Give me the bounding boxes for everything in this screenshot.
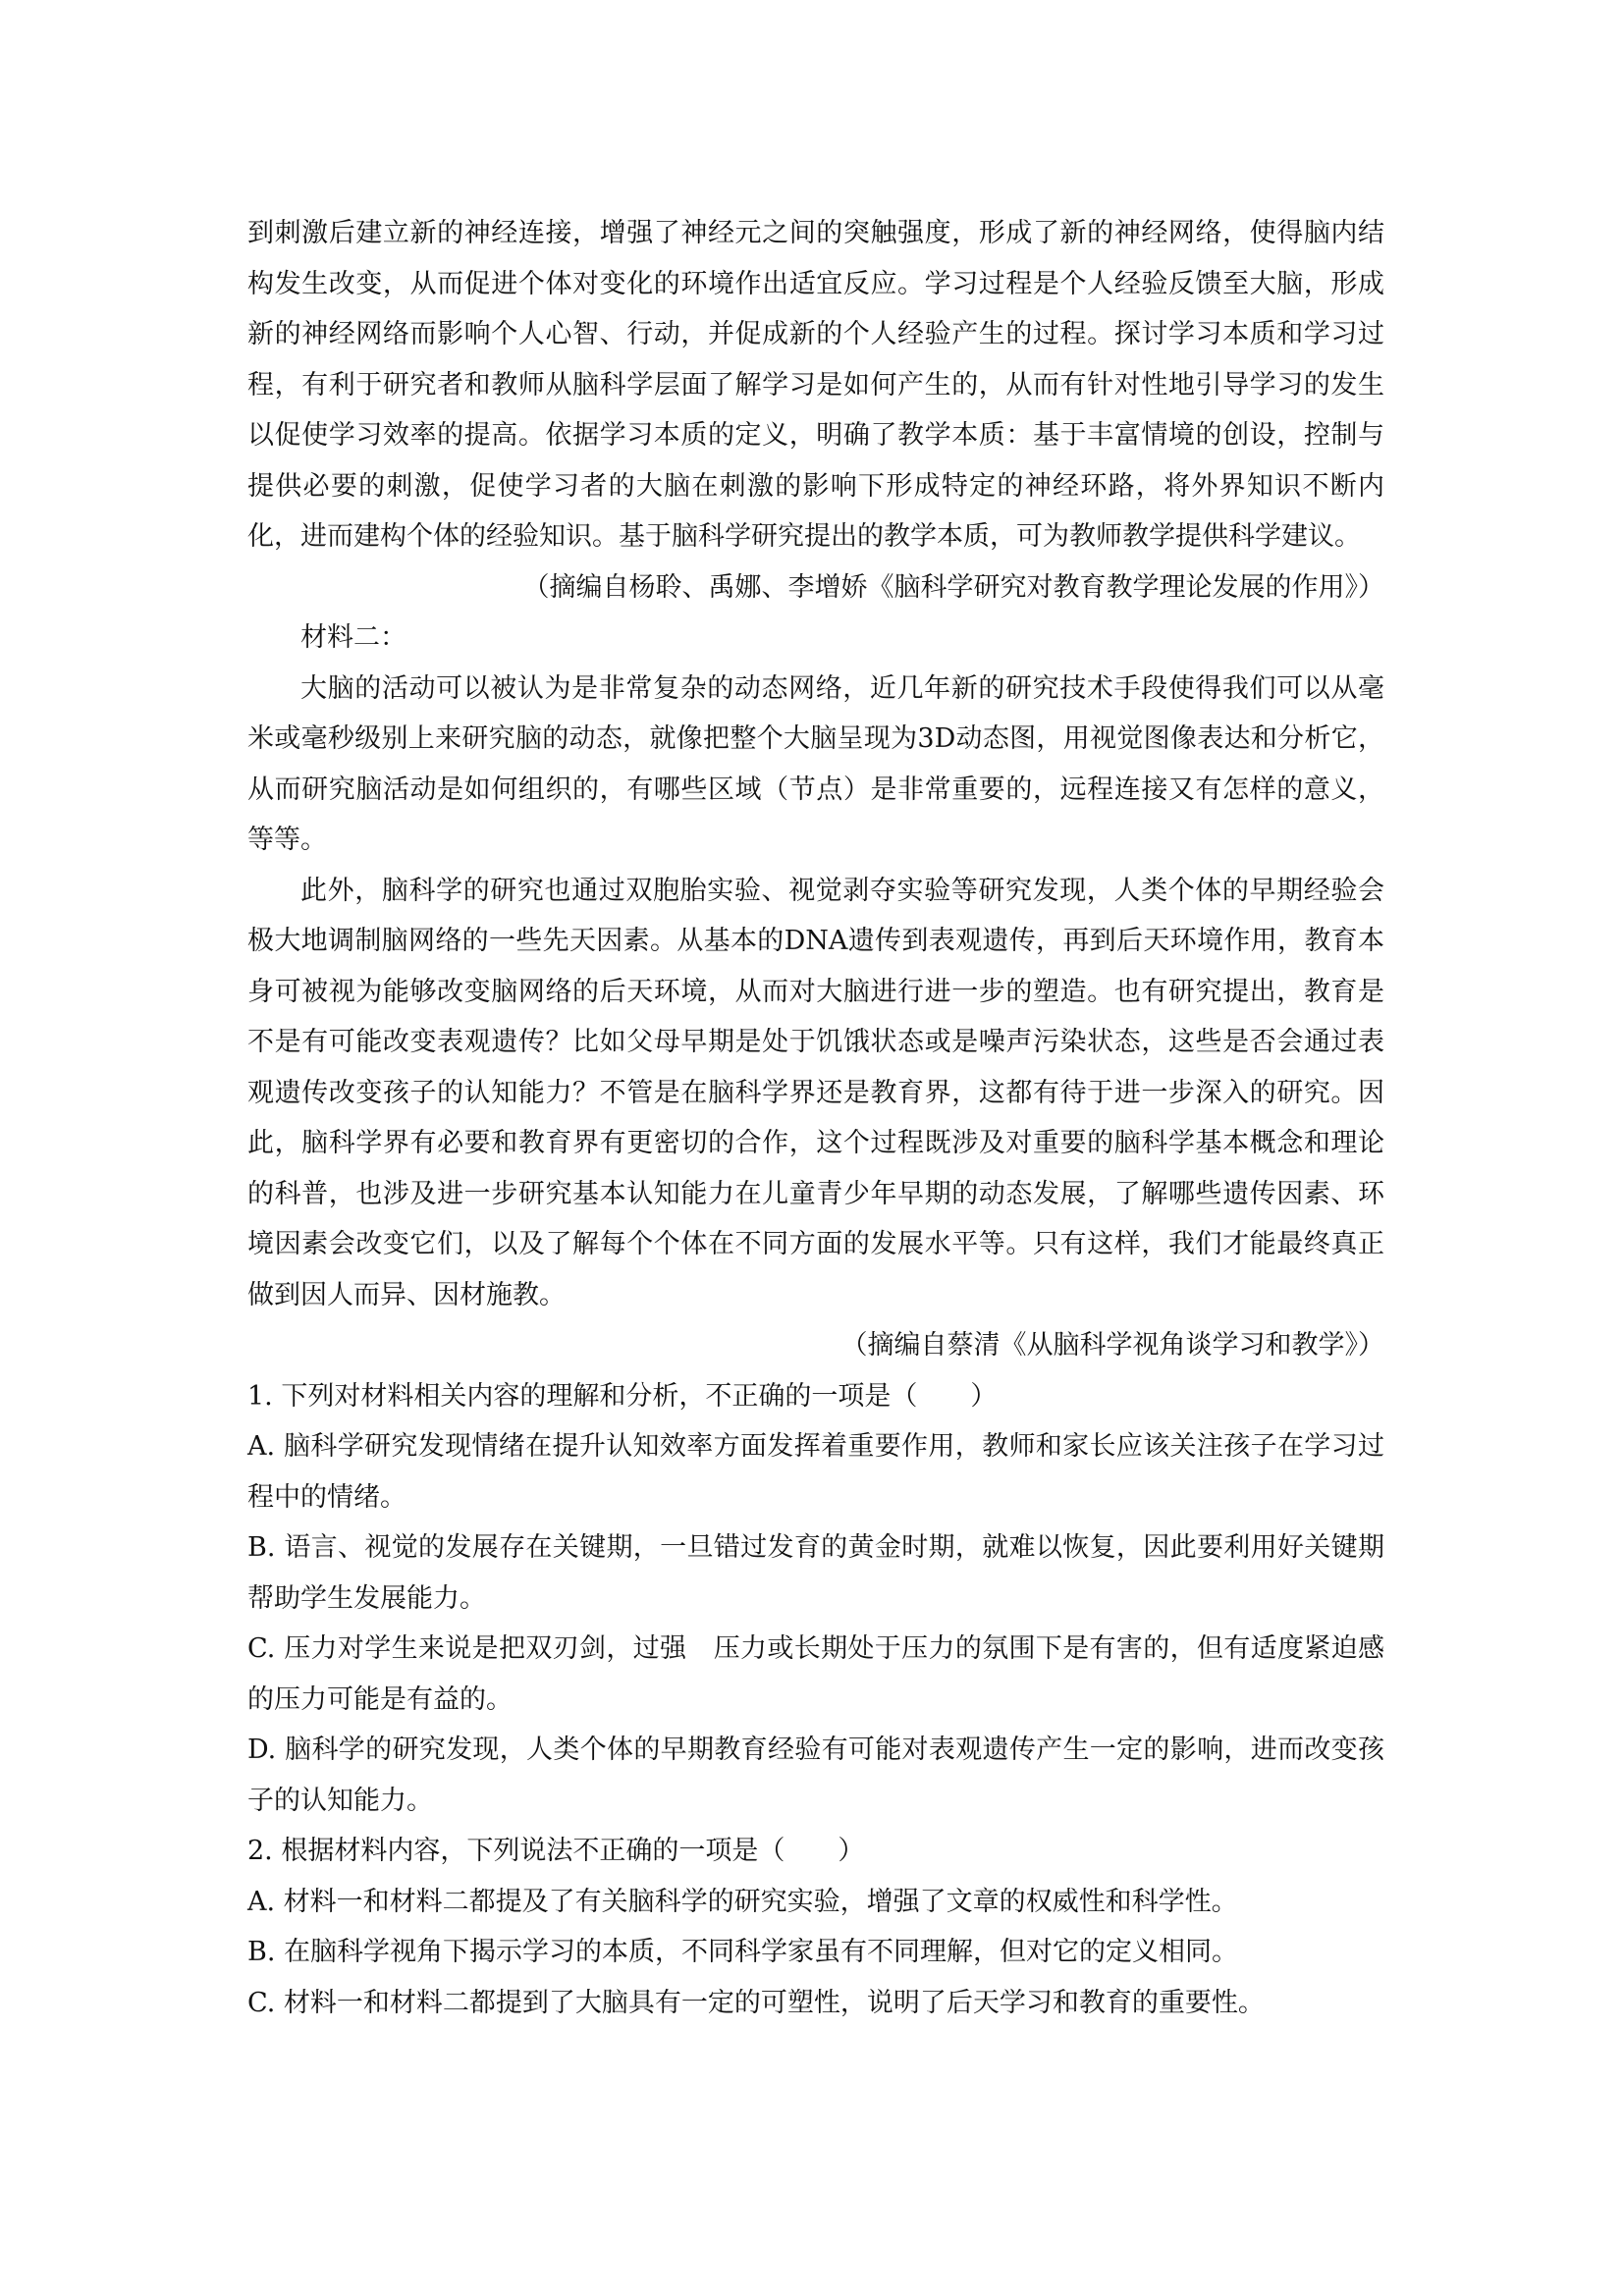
question-1-stem: 1. 下列对材料相关内容的理解和分析，不正确的一项是（ ） — [247, 1380, 998, 1412]
source-citation-2: （摘编自蔡清《从脑科学视角谈学习和教学》） — [840, 1330, 1384, 1361]
source-citation-1: （摘编自杨聆、禹娜、李增娇《脑科学研究对教育教学理论发展的作用》） — [522, 571, 1384, 603]
document-page — [247, 208, 1384, 2028]
material2-label: 材料二： — [300, 622, 406, 653]
material2-paragraph-1: 大脑的活动可以被认为是非常复杂的动态网络，近几年新的研究技术手段使得我们可以从毫米或毫秒级别上来研究脑的动态，就像把整个大脑呈现为3D动态图，用视觉图像表达和分析它，从而研究脑活动是如何组织的，有哪些区域（节点）是非常重要的，远程连接又有怎样的意义，等等。 — [247, 672, 1384, 855]
question-1-option-d: D. 脑科学的研究发现，人类个体的早期教育经验有可能对表观遗传产生一定的影响，进而改变孩子的认知能力。 — [247, 1735, 1384, 1816]
question-2-stem: 2. 根据材料内容，下列说法不正确的一项是（ ） — [247, 1836, 865, 1866]
material2-paragraph-2: 此外，脑科学的研究也通过双胞胎实验、视觉剥夺实验等研究发现，人类个体的早期经验会极大地调制脑网络的一些先天因素。从基本的DNA遗传到表观遗传，再到后天环境作用，教育本身可被视为能够改变脑网络的后天环境，从而对大脑进行进一步的塑造。也有研究提出，教育是不是有可能改变表观遗传？比如父母早期是处于饥饿状态或是噪声污染状态，这些是否会通过表观遗传改变孩子的认知能力？不管是在脑科学界还是教育界，这都有待于进一步深入的研究。因此，脑科学界有必要和教育界有更密切的合作，这个过程既涉及对重要的脑科学基本概念和理论的科普，也涉及进一步研究基本认知能力在儿童青少年早期的动态发展，了解哪些遗传因素、环境因素会改变它们，以及了解每个个体在不同方面的发展水平等。只有这样，我们才能最终真正做到因人而异、因材施教。 — [247, 875, 1384, 1310]
question-2-option-a: A. 材料一和材料二都提及了有关脑科学的研究实验，增强了文章的权威性和科学性。 — [247, 1886, 1238, 1917]
question-1-option-c: C. 压力对学生来说是把双刃剑，过强 压力或长期处于压力的氛围下是有害的，但有适度紧迫感的压力可能是有益的。 — [247, 1633, 1384, 1715]
question-2-option-c: C. 材料一和材料二都提到了大脑具有一定的可塑性，说明了后天学习和教育的重要性。 — [247, 1987, 1265, 2018]
question-2-option-b: B. 在脑科学视角下揭示学习的本质，不同科学家虽有不同理解，但对它的定义相同。 — [247, 1937, 1239, 1967]
material1-paragraph: 到刺激后建立新的神经连接，增强了神经元之间的突触强度，形成了新的神经网络，使得脑内结构发生改变，从而促进个体对变化的环境作出适宜反应。学习过程是个人经验反馈至大脑，形成新的神经网络而影响个人心智、行动，并促成新的个人经验产生的过程。探讨学习本质和学习过程，有利于研究者和教师从脑科学层面了解学习是如何产生的，从而有针对性地引导学习的发生以促使学习效率的提高。依据学习本质的定义，明确了教学本质：基于丰富情境的创设，控制与提供必要的刺激，促使学习者的大脑在刺激的影响下形成特定的神经环路，将外界知识不断内化，进而建构个体的经验知识。基于脑科学研究提出的教学本质，可为教师教学提供科学建议。 — [247, 218, 1384, 552]
question-1-option-b: B. 语言、视觉的发展存在关键期，一旦错过发育的黄金时期，就难以恢复，因此要利用好关键期帮助学生发展能力。 — [247, 1532, 1384, 1614]
question-1-option-a: A. 脑科学研究发现情绪在提升认知效率方面发挥着重要作用，教师和家长应该关注孩子在学习过程中的情绪。 — [247, 1431, 1384, 1513]
